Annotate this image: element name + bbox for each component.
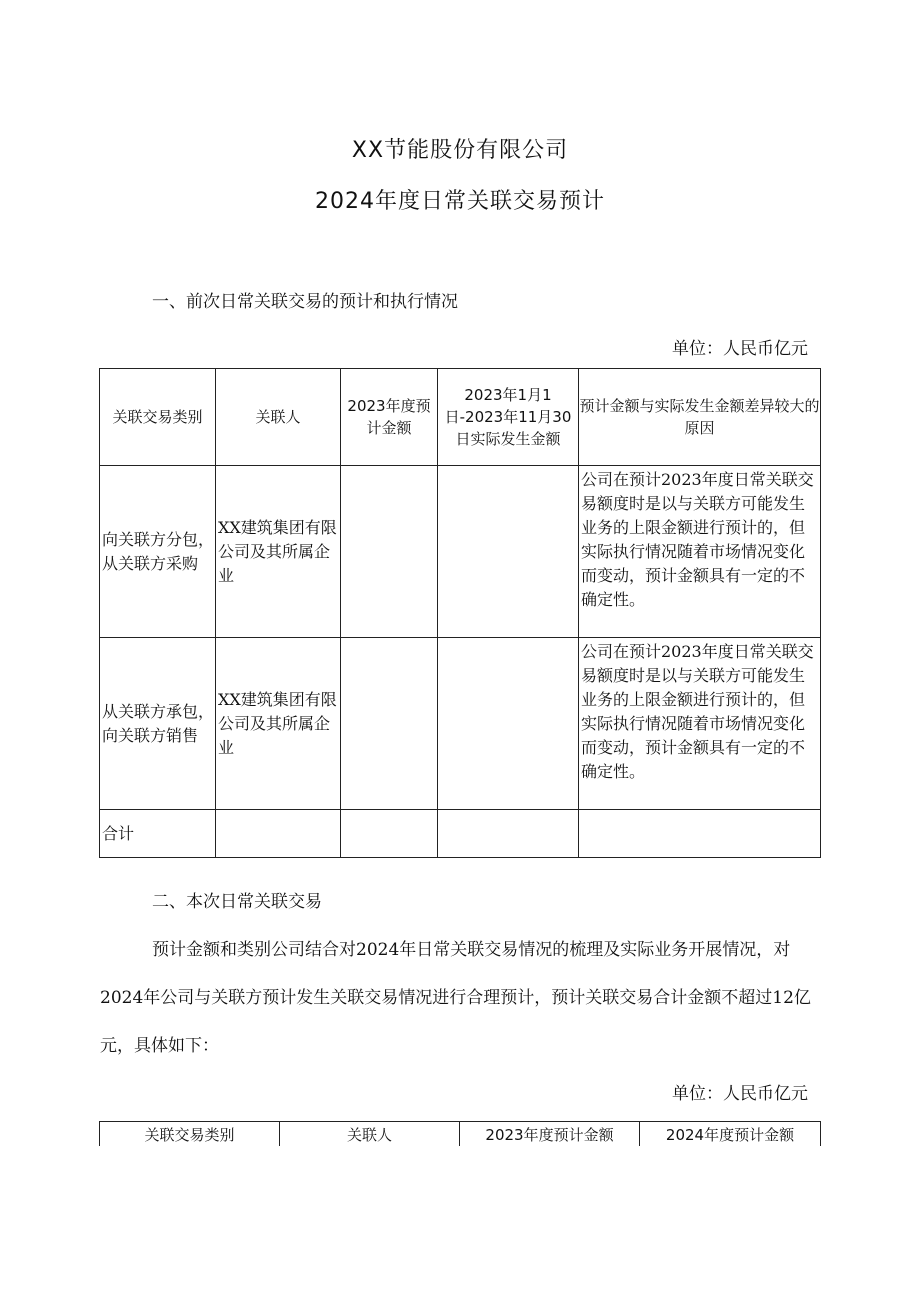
section2-heading: 二、本次日常关联交易 <box>152 892 322 912</box>
header-estimate: 2023年度预计金额 <box>341 369 438 466</box>
header-party: 关联人 <box>216 369 341 466</box>
row-actual <box>438 638 579 810</box>
row-reason: 公司在预计2023年度日常关联交易额度时是以与关联方可能发生业务的上限金额进行预计的，但实际执行情况随着市场情况变化而变动，预计金额具有一定的不确定性。 <box>579 638 821 810</box>
prior-transactions-table <box>99 368 821 858</box>
table-row <box>100 638 821 810</box>
table-row <box>100 466 821 638</box>
table-header-row <box>100 1122 821 1147</box>
row-actual <box>438 466 579 638</box>
header-category: 关联交易类别 <box>100 369 216 466</box>
header-estimate-2024: 2024年度预计金额 <box>640 1122 821 1147</box>
row-reason: 公司在预计2023年度日常关联交易额度时是以与关联方可能发生业务的上限金额进行预计的，但实际执行情况随着市场情况变化而变动，预计金额具有一定的不确定性。 <box>579 466 821 638</box>
header-estimate-2023: 2023年度预计金额 <box>460 1122 640 1147</box>
company-name: XX节能股份有限公司 <box>351 138 569 163</box>
total-party <box>216 810 341 858</box>
header-category: 关联交易类别 <box>100 1122 280 1147</box>
table-total-row <box>100 810 821 858</box>
total-label: 合计 <box>100 810 216 858</box>
total-reason <box>579 810 821 858</box>
total-estimate <box>341 810 438 858</box>
document-title: 2024年度日常关联交易预计 <box>315 189 605 214</box>
header-party: 关联人 <box>280 1122 460 1147</box>
row-estimate <box>341 466 438 638</box>
row-category: 向关联方分包，从关联方采购 <box>100 466 216 638</box>
header-actual: 2023年1月1日-2023年11月30日实际发生金额 <box>438 369 579 466</box>
row-estimate <box>341 638 438 810</box>
row-party: XX建筑集团有限公司及其所属企业 <box>216 466 341 638</box>
table-header-row <box>100 369 821 466</box>
row-category: 从关联方承包，向关联方销售 <box>100 638 216 810</box>
header-reason: 预计金额与实际发生金额差异较大的原因 <box>579 369 821 466</box>
total-actual <box>438 810 579 858</box>
section2-unit: 单位：人民币亿元 <box>672 1084 808 1104</box>
row-party: XX建筑集团有限公司及其所属企业 <box>216 638 341 810</box>
current-transactions-table <box>99 1121 821 1146</box>
section1-heading: 一、前次日常关联交易的预计和执行情况 <box>152 292 458 312</box>
section2-paragraph: 预计金额和类别公司结合对2024年日常关联交易情况的梳理及实际业务开展情况，对2024年公司与关联方预计发生关联交易情况进行合理预计，预计关联交易合计金额不超过12亿元，具体如下： <box>100 940 811 1056</box>
section1-unit: 单位：人民币亿元 <box>672 339 808 359</box>
